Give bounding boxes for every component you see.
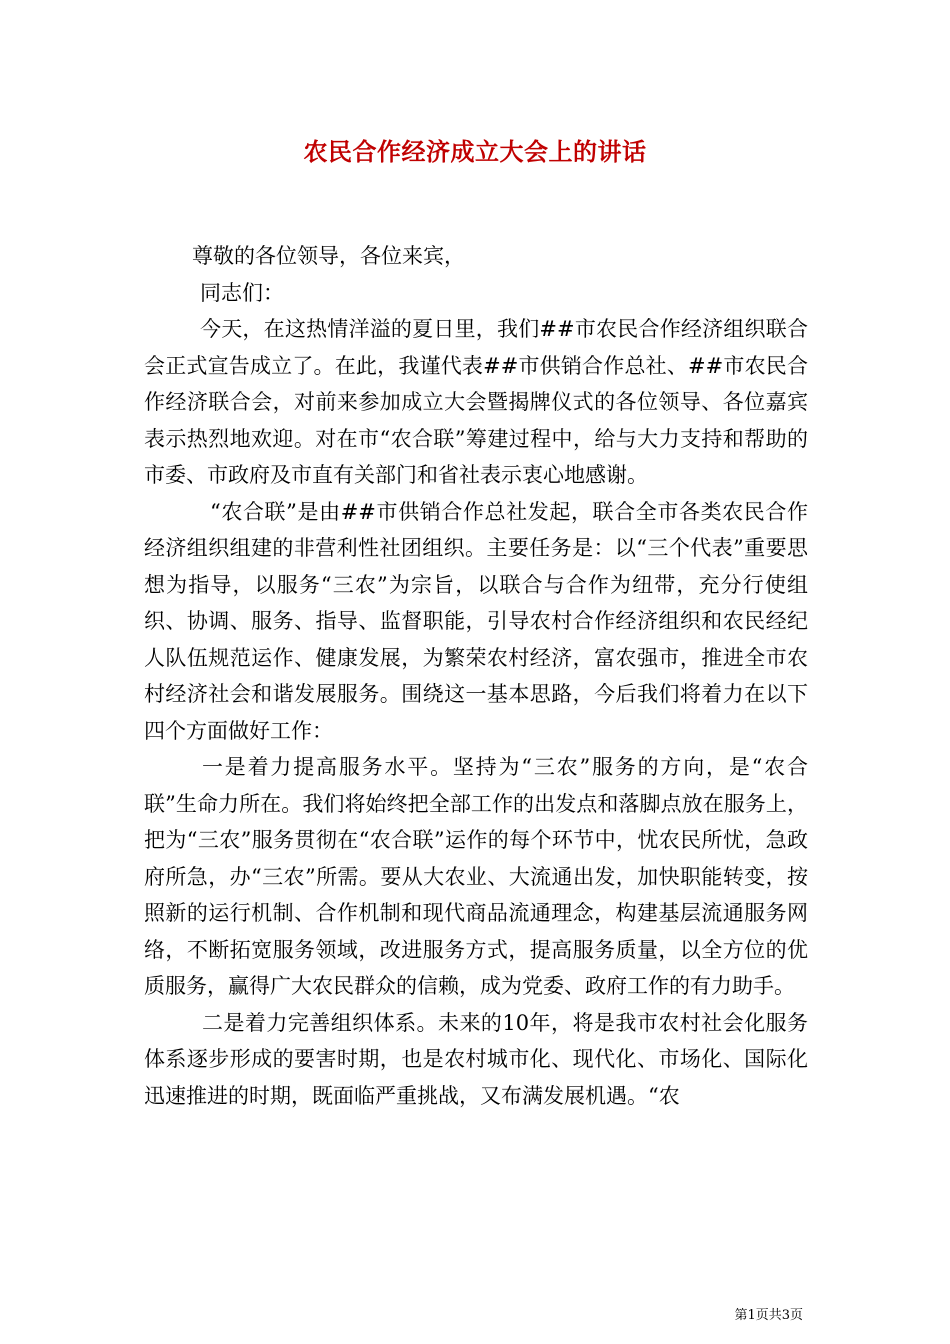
document-title: 农民合作经济成立大会上的讲话 bbox=[303, 137, 647, 166]
document-body bbox=[144, 238, 808, 1114]
comrades-line: 同志们： bbox=[200, 280, 284, 305]
paragraph-2: “农合联”是由##市供销合作总社发起，联合全市各类农民合作经济组织组建的非营利性社团组织。主要任务是：以“三个代表”重要思想为指导，以服务“三农”为宗旨，以联合与合作为纽带，充分行使组织、协调、服务、指导、监督职能，引导农村合作经济组织和农民经纪人队伍规范运作、健康发展，为繁荣农村经济，富农强市，推进全市农村经济社会和谐发展服务。围绕这一基本思路，今后我们将着力在以下四个方面做好工作： bbox=[144, 499, 808, 743]
salutation-line: 尊敬的各位领导，各位来宾， bbox=[192, 244, 465, 268]
paragraph-4: 二是着力完善组织体系。未来的10年，将是我市农村社会化服务体系逐步形成的要害时期，也是农村城市化、现代化、市场化、国际化迅速推进的时期，既面临严重挑战，又布满发展机遇。“农 bbox=[144, 1010, 808, 1108]
page-number-footer: 第1页共3页 bbox=[734, 1308, 803, 1323]
paragraph-3: 一是着力提高服务水平。坚持为“三农”服务的方向，是“农合联”生命力所在。我们将始终把全部工作的出发点和落脚点放在服务上，把为“三农”服务贯彻在“农合联”运作的每个环节中，忧农民所忧，急政府所急，办“三农”所需。要从大农业、大流通出发，加快职能转变，按照新的运行机制、合作机制和现代商品流通理念，构建基层流通服务网络，不断拓宽服务领域，改进服务方式，提高服务质量，以全方位的优质服务，赢得广大农民群众的信赖，成为党委、政府工作的有力助手。 bbox=[144, 755, 808, 998]
paragraph-1: 今天，在这热情洋溢的夏日里，我们##市农民合作经济组织联合会正式宣告成立了。在此，我谨代表##市供销合作总社、##市农民合作经济联合会，对前来参加成立大会暨揭牌仪式的各位领导、各位嘉宾表示热烈地欢迎。对在市“农合联”筹建过程中，给与大力支持和帮助的市委、市政府及市直有关部门和省社表示衷心地感谢。 bbox=[144, 317, 808, 487]
